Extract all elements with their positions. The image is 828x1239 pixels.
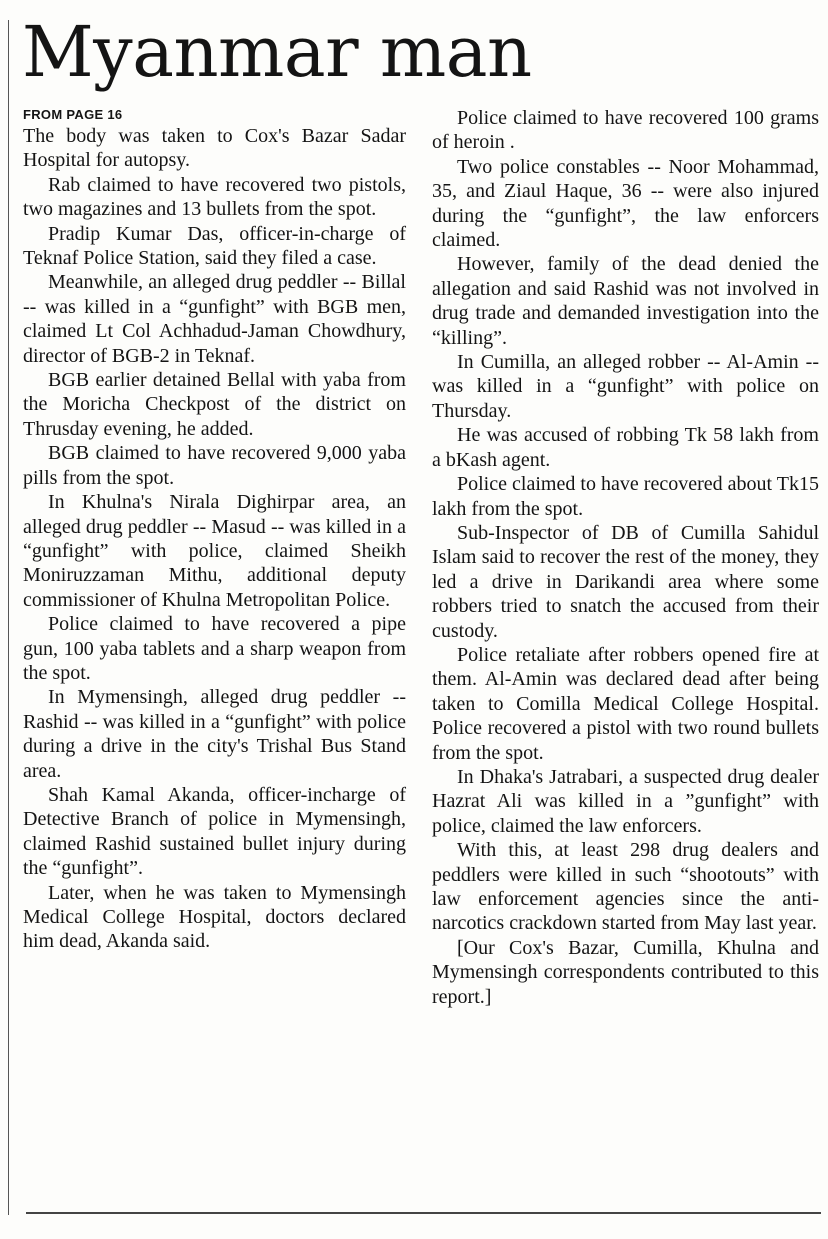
column-rule-left	[8, 20, 9, 1215]
paragraph: In Cumilla, an alleged robber -- Al-Amin -- was killed in a “gunfight” with police on Thursday.	[432, 351, 819, 422]
bottom-rule	[26, 1212, 821, 1214]
paragraph: BGB earlier detained Bellal with yaba from the Moricha Checkpost of the district on Thrusday evening, he added.	[23, 369, 406, 440]
paragraph: In Khulna's Nirala Dighirpar area, an alleged drug peddler -- Masud -- was killed in a “gunfight” with police, claimed Sheikh Moniruzzaman Mithu, additional deputy commissioner of Khulna Metropolitan Police.	[23, 491, 406, 611]
paragraph: BGB claimed to have recovered 9,000 yaba pills from the spot.	[23, 442, 406, 489]
article-column-left	[23, 106, 406, 954]
paragraph: In Dhaka's Jatrabari, a suspected drug dealer Hazrat Ali was killed in a ”gunfight” with police, claimed the law enforcers.	[432, 765, 819, 837]
jump-line: FROM PAGE 16	[23, 107, 123, 122]
paragraph: Police claimed to have recovered about Tk15 lakh from the spot.	[432, 473, 819, 520]
paragraph: Later, when he was taken to Mymensingh Medical College Hospital, doctors declared him dead, Akanda said.	[23, 881, 406, 953]
paragraph: Police retaliate after robbers opened fire at them. Al-Amin was declared dead after being taken to Comilla Medical College Hospital. Police recovered a pistol with two round bullets from the spot.	[432, 643, 819, 764]
article-column-right	[432, 106, 819, 1009]
paragraph: [Our Cox's Bazar, Cumilla, Khulna and Mymensingh correspondents contributed to this report.]	[432, 936, 819, 1008]
paragraph: Two police constables -- Noor Mohammad, 35, and Ziaul Haque, 36 -- were also injured during the “gunfight”, the law enforcers claimed.	[432, 155, 819, 252]
paragraph: However, family of the dead denied the allegation and said Rashid was not involved in drug trade and demanded investigation into the “killing”.	[432, 253, 819, 349]
paragraph: Pradip Kumar Das, officer-in-charge of Teknaf Police Station, said they filed a case.	[23, 222, 406, 270]
paragraph: Police claimed to have recovered a pipe gun, 100 yaba tablets and a sharp weapon from the spot.	[23, 613, 406, 684]
paragraph: Rab claimed to have recovered two pistols, two magazines and 13 bullets from the spot.	[23, 173, 406, 221]
headline: Myanmar man	[22, 11, 532, 93]
paragraph: Shah Kamal Akanda, officer-incharge of Detective Branch of police in Mymensingh, claimed Rashid sustained bullet injury during the “gunfight”.	[23, 783, 406, 880]
paragraph: With this, at least 298 drug dealers and peddlers were killed in such “shootouts” with law enforcement agencies since the anti-narcotics crackdown started from May last year.	[432, 839, 819, 935]
paragraph: Meanwhile, an alleged drug peddler -- Billal -- was killed in a “gunfight” with BGB men, claimed Lt Col Achhadud-Jaman Chowdhury, director of BGB-2 in Teknaf.	[23, 271, 406, 367]
paragraph: Sub-Inspector of DB of Cumilla Sahidul Islam said to recover the rest of the money, they led a drive in Darikandi area where some robbers tried to snatch the accused from their custody.	[432, 521, 819, 642]
paragraph: In Mymensingh, alleged drug peddler -- Rashid -- was killed in a “gunfight” with police during a drive in the city's Trishal Bus Stand area.	[23, 686, 406, 782]
paragraph: The body was taken to Cox's Bazar Sadar Hospital for autopsy.	[23, 125, 406, 172]
paragraph: He was accused of robbing Tk 58 lakh from a bKash agent.	[432, 424, 819, 471]
paragraph: Police claimed to have recovered 100 grams of heroin .	[432, 107, 819, 154]
